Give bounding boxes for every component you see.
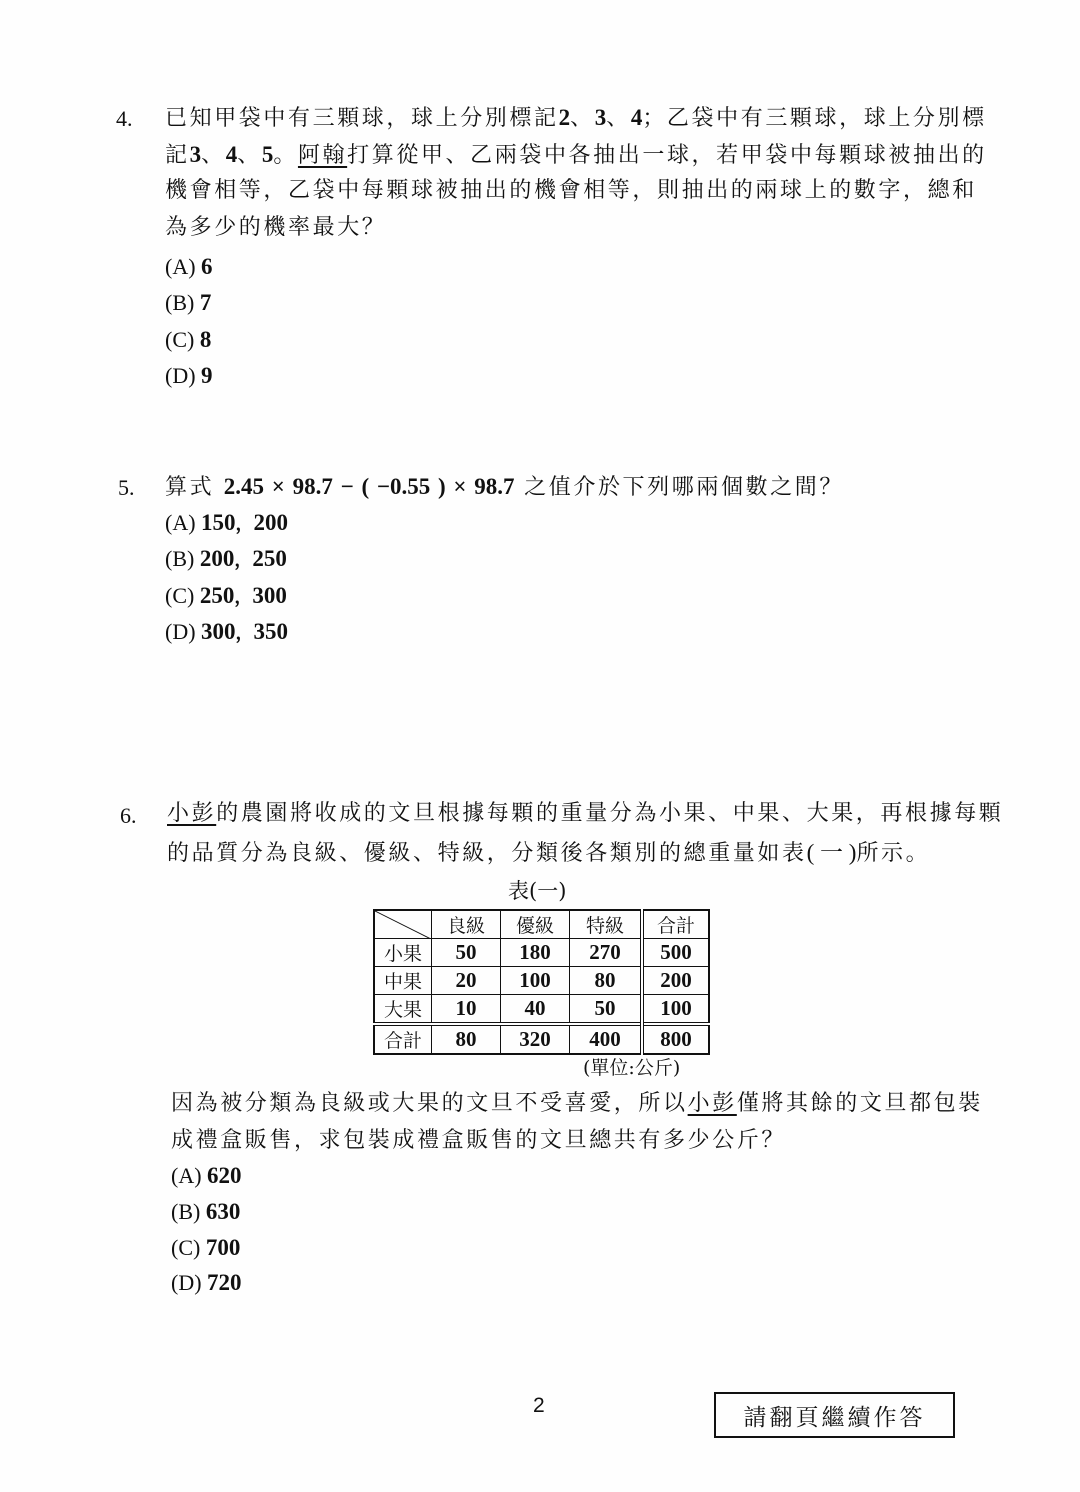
table-unit: (單位:公斤): [583, 1057, 681, 1079]
q4-number-value: 4: [630, 105, 643, 130]
row-label: 大果: [374, 995, 432, 1025]
option-label: (A): [165, 254, 196, 279]
table-cell: 320: [501, 1024, 570, 1054]
option-label: (C): [165, 327, 195, 352]
option-value: 8: [199, 327, 212, 352]
option-separator: ，: [234, 587, 253, 608]
option-value: 300: [201, 619, 236, 644]
q5-option-b[interactable]: [165, 546, 287, 572]
option-separator: ，: [235, 514, 254, 535]
q4-line-4: 為多少的機率最大？: [165, 215, 387, 240]
q4-line-3: 機會相等，乙袋中每顆球被抽出的機會相等，則抽出的兩球上的數字，總和: [165, 178, 977, 203]
q6-line-2: [167, 841, 930, 865]
option-label: (A): [165, 510, 196, 535]
option-label: (B): [165, 290, 195, 315]
table-cell: 400: [570, 1024, 643, 1054]
option-label: (B): [171, 1199, 201, 1224]
option-value: 250: [199, 583, 235, 608]
q4-separator: 、: [201, 143, 226, 168]
q5-expression: 2.45 × 98.7 − ( −0.55 ) × 98.7: [223, 474, 515, 499]
option-value: 200: [253, 510, 289, 535]
table-cell: 200: [642, 967, 709, 995]
q6-line-4: 成禮盒販售，求包裝成禮盒販售的文旦總共有多少公斤？: [171, 1128, 787, 1153]
q5-number: 5.: [118, 475, 135, 500]
q6-text: 僅將其餘的文旦都包裝: [736, 1091, 983, 1116]
table-cell: 800: [642, 1024, 709, 1054]
option-value: 200: [199, 546, 235, 571]
table-cell: 50: [570, 995, 643, 1025]
q4-number-value: 4: [225, 142, 238, 167]
option-value: 150: [201, 510, 236, 535]
q5-text: 之值介於下列哪兩個數之間？: [524, 475, 844, 500]
q4-line-2: [165, 143, 987, 167]
q6-option-d[interactable]: [171, 1270, 242, 1296]
option-label: (A): [171, 1163, 202, 1188]
q5-option-d[interactable]: [165, 619, 288, 645]
q4-person-name: 阿翰: [297, 143, 348, 168]
q6-person-name: 小彭: [167, 801, 217, 826]
option-value: 620: [207, 1163, 242, 1188]
q6-number: 6.: [120, 803, 137, 828]
q6-text: 所示。: [856, 841, 931, 866]
table-cell: 20: [432, 967, 501, 995]
table-row: [374, 995, 709, 1025]
q6-option-a[interactable]: [171, 1163, 242, 1189]
table-row: [374, 939, 709, 967]
row-label: 小果: [374, 939, 432, 967]
table-cell: 270: [570, 939, 643, 967]
q6-text: 的品質分為良級、優級、特級，分類後各類別的總重量如表: [167, 841, 807, 866]
row-label: 合計: [374, 1024, 432, 1054]
q6-option-b[interactable]: [171, 1199, 240, 1225]
option-value: 700: [205, 1235, 241, 1260]
table-cell: 40: [501, 995, 570, 1025]
q5-text: 算式: [165, 475, 215, 500]
option-value: 300: [252, 583, 287, 608]
table-cell: 100: [501, 967, 570, 995]
q6-line-3: [171, 1093, 983, 1115]
q6-person-name: 小彭: [687, 1091, 737, 1116]
option-label: (B): [165, 546, 195, 571]
option-value: 720: [207, 1270, 242, 1295]
q4-text: 記: [165, 143, 190, 168]
table-header-row: [374, 910, 709, 939]
q5-option-c[interactable]: [165, 583, 287, 609]
q6-text: 的農園將收成的文旦根據每顆的重量分為小果、中果、大果，再根據每顆: [216, 801, 1004, 826]
q4-separator: 、: [237, 143, 262, 168]
q4-number: 4.: [116, 106, 133, 131]
option-separator: ，: [235, 623, 254, 644]
option-value: 350: [253, 619, 289, 644]
q4-period: 。: [273, 143, 298, 168]
table-cell: 80: [432, 1024, 501, 1054]
q6-table-ref: ( 一 ): [806, 840, 857, 865]
weight-table: [373, 909, 710, 1055]
q4-number-value: 3: [594, 105, 607, 130]
option-value: 7: [199, 290, 212, 315]
q4-option-a[interactable]: [165, 254, 213, 280]
q4-option-b[interactable]: [165, 290, 211, 316]
table-cell: 10: [432, 995, 501, 1025]
q4-separator: 、: [570, 106, 595, 131]
header-cell: 合計: [642, 910, 709, 939]
table-cell: 500: [642, 939, 709, 967]
table-cell: 100: [642, 995, 709, 1025]
q5-stem: [165, 475, 844, 499]
q4-number-value: 2: [558, 105, 571, 130]
table-title: 表(一): [508, 879, 567, 903]
turn-page-instruction: 請翻頁繼續作答: [714, 1392, 955, 1438]
q4-separator: 、: [606, 106, 631, 131]
page-number: 2: [533, 1394, 545, 1417]
q6-option-c[interactable]: [171, 1235, 240, 1261]
q5-option-a[interactable]: [165, 510, 288, 536]
q4-text: ；乙袋中有三顆球，球上分別標: [642, 106, 987, 131]
header-cell: 優級: [501, 910, 570, 939]
option-label: (C): [165, 583, 195, 608]
q4-line-1: [165, 106, 987, 130]
option-label: (D): [165, 363, 196, 388]
option-value: 6: [201, 254, 213, 279]
q4-option-d[interactable]: [165, 363, 213, 389]
q4-option-c[interactable]: [165, 327, 211, 353]
q4-text: 已知甲袋中有三顆球，球上分別標記: [165, 106, 559, 131]
table-corner: [374, 910, 432, 939]
option-value: 9: [201, 363, 213, 388]
diagonal-line-icon: [375, 911, 431, 939]
option-value: 250: [252, 546, 287, 571]
q6-line-1: [167, 803, 1003, 825]
option-label: (D): [165, 619, 196, 644]
table-total-row: [374, 1024, 709, 1054]
table-row: [374, 967, 709, 995]
option-separator: ，: [234, 550, 253, 571]
table-cell: 50: [432, 939, 501, 967]
header-cell: 良級: [432, 910, 501, 939]
q4-number-value: 3: [189, 142, 202, 167]
q4-text: 打算從甲、乙兩袋中各抽出一球，若甲袋中每顆球被抽出的: [347, 143, 987, 168]
option-value: 630: [205, 1199, 241, 1224]
option-label: (D): [171, 1270, 202, 1295]
q6-text: 因為被分類為良級或大果的文旦不受喜愛，所以: [171, 1091, 688, 1116]
header-cell: 特級: [570, 910, 643, 939]
row-label: 中果: [374, 967, 432, 995]
option-label: (C): [171, 1235, 201, 1260]
table-cell: 180: [501, 939, 570, 967]
table-cell: 80: [570, 967, 643, 995]
q4-number-value: 5: [261, 142, 274, 167]
